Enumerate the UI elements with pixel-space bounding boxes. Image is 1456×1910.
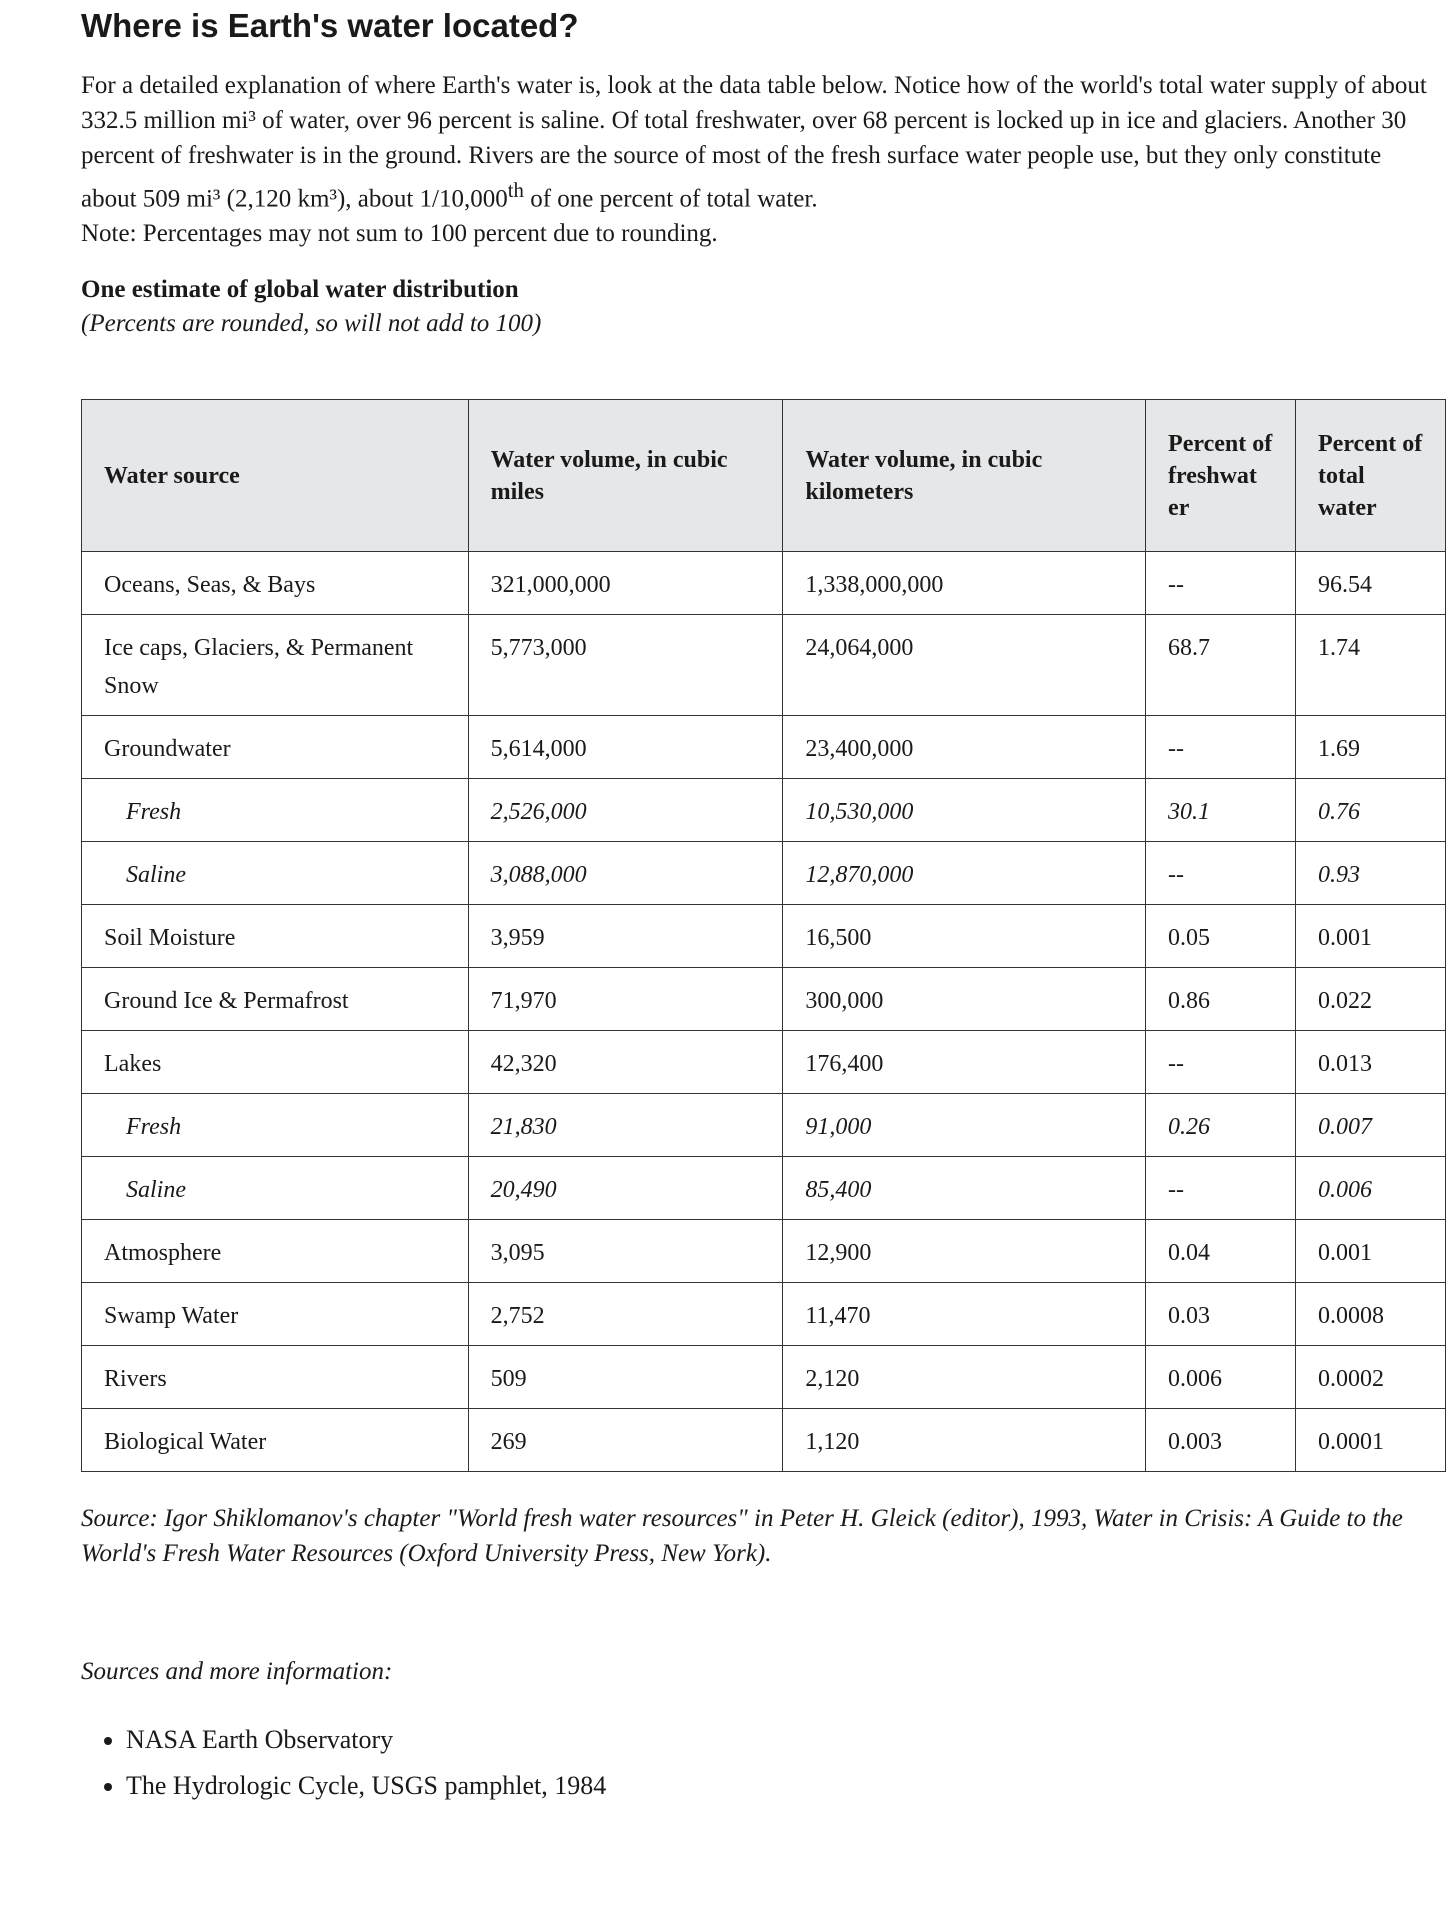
intro-paragraph bbox=[81, 68, 1441, 216]
cell-percent-freshwater: -- bbox=[1146, 1157, 1296, 1220]
cell-volume-miles: 21,830 bbox=[468, 1094, 783, 1157]
cell-volume-miles: 2,752 bbox=[468, 1283, 783, 1346]
header-volume-km: Water volume, in cubic kilometers bbox=[783, 400, 1146, 552]
cell-percent-total: 1.74 bbox=[1296, 615, 1446, 716]
cell-percent-total: 0.93 bbox=[1296, 842, 1446, 905]
cell-water-source: Rivers bbox=[82, 1346, 469, 1409]
cell-volume-km: 300,000 bbox=[783, 968, 1146, 1031]
cell-water-source: Biological Water bbox=[82, 1409, 469, 1472]
cell-volume-km: 2,120 bbox=[783, 1346, 1146, 1409]
cell-water-source: Fresh bbox=[82, 1094, 469, 1157]
table-row bbox=[82, 1220, 1446, 1283]
cell-water-source: Soil Moisture bbox=[82, 905, 469, 968]
cell-volume-miles: 2,526,000 bbox=[468, 779, 783, 842]
page-content bbox=[81, 0, 1441, 1800]
table-row bbox=[82, 779, 1446, 842]
cell-volume-miles: 5,614,000 bbox=[468, 716, 783, 779]
water-distribution-table bbox=[81, 399, 1446, 1472]
cell-volume-km: 12,900 bbox=[783, 1220, 1146, 1283]
link-hydrologic-cycle[interactable]: • The Hydrologic Cycle, USGS pamphlet, 1984 bbox=[126, 1763, 606, 1809]
cell-percent-total: 0.007 bbox=[1296, 1094, 1446, 1157]
cell-volume-miles: 3,088,000 bbox=[468, 842, 783, 905]
table-row bbox=[82, 842, 1446, 905]
cell-percent-freshwater: 0.006 bbox=[1146, 1346, 1296, 1409]
cell-volume-miles: 42,320 bbox=[468, 1031, 783, 1094]
cell-water-source: Groundwater bbox=[82, 716, 469, 779]
cell-volume-miles: 509 bbox=[468, 1346, 783, 1409]
table-row bbox=[82, 968, 1446, 1031]
cell-percent-total: 0.0001 bbox=[1296, 1409, 1446, 1472]
cell-percent-freshwater: 0.05 bbox=[1146, 905, 1296, 968]
cell-percent-total: 96.54 bbox=[1296, 552, 1446, 615]
cell-percent-total: 0.76 bbox=[1296, 779, 1446, 842]
cell-percent-freshwater: 0.26 bbox=[1146, 1094, 1296, 1157]
table-row bbox=[82, 1157, 1446, 1220]
cell-volume-km: 1,120 bbox=[783, 1409, 1146, 1472]
cell-percent-total: 0.001 bbox=[1296, 905, 1446, 968]
cell-volume-km: 12,870,000 bbox=[783, 842, 1146, 905]
cell-percent-freshwater: -- bbox=[1146, 842, 1296, 905]
cell-water-source: Atmosphere bbox=[82, 1220, 469, 1283]
cell-percent-total: 0.0008 bbox=[1296, 1283, 1446, 1346]
intro-text bbox=[81, 68, 1441, 251]
cell-percent-freshwater: -- bbox=[1146, 1031, 1296, 1094]
cell-percent-total: 1.69 bbox=[1296, 716, 1446, 779]
cell-percent-total: 0.0002 bbox=[1296, 1346, 1446, 1409]
cell-percent-freshwater: 0.03 bbox=[1146, 1283, 1296, 1346]
cell-percent-freshwater: 0.003 bbox=[1146, 1409, 1296, 1472]
cell-percent-total: 0.013 bbox=[1296, 1031, 1446, 1094]
page-title: Where is Earth's water located? bbox=[81, 7, 579, 44]
cell-volume-km: 85,400 bbox=[783, 1157, 1146, 1220]
table-row bbox=[82, 1346, 1446, 1409]
cell-volume-km: 1,338,000,000 bbox=[783, 552, 1146, 615]
cell-percent-total: 0.001 bbox=[1296, 1220, 1446, 1283]
source-citation: Source: Igor Shiklomanov's chapter "World fresh water resources" in Peter H. Gleick (editor), 1993, Water in Crisis: A Guide to the World's Fresh Water Resources (Oxford University Press, New York). bbox=[81, 1505, 1403, 1567]
intro-superscript: th bbox=[507, 178, 524, 202]
links-list bbox=[81, 1717, 606, 1809]
table-row bbox=[82, 552, 1446, 615]
cell-percent-freshwater: 68.7 bbox=[1146, 615, 1296, 716]
cell-volume-miles: 269 bbox=[468, 1409, 783, 1472]
table-caption bbox=[81, 273, 1441, 341]
intro-paragraph-end: of one percent of total water. bbox=[523, 185, 818, 213]
cell-volume-miles: 321,000,000 bbox=[468, 552, 783, 615]
table-subtitle: (Percents are rounded, so will not add to 100) bbox=[81, 310, 542, 338]
table-row bbox=[82, 1094, 1446, 1157]
cell-volume-km: 24,064,000 bbox=[783, 615, 1146, 716]
link-nasa-earth-observatory[interactable]: • NASA Earth Observatory bbox=[126, 1717, 606, 1763]
cell-water-source: Ice caps, Glaciers, & Permanent Snow bbox=[82, 615, 469, 716]
cell-water-source: Fresh bbox=[82, 779, 469, 842]
cell-volume-miles: 5,773,000 bbox=[468, 615, 783, 716]
header-percent-freshwater: Percent of freshwat er bbox=[1146, 400, 1296, 552]
table-body bbox=[82, 552, 1446, 1472]
cell-percent-freshwater: 0.04 bbox=[1146, 1220, 1296, 1283]
intro-paragraph-main: For a detailed explanation of where Earth's water is, look at the data table below. Notice how of the world's total water supply of about 332.5 million mi³ of water, over 96 percent is saline. Of total freshwater, over 68 percent is locked up in ice and glaciers. Another 30 percent of freshwater is in the ground. Rivers are the source of most of the fresh surface water people use, but they only constitute about 509 mi³ (2,120 km³), about 1/10,000 bbox=[81, 72, 1427, 213]
cell-percent-total: 0.022 bbox=[1296, 968, 1446, 1031]
table-row bbox=[82, 1031, 1446, 1094]
cell-water-source: Lakes bbox=[82, 1031, 469, 1094]
cell-water-source: Saline bbox=[82, 1157, 469, 1220]
table-row bbox=[82, 905, 1446, 968]
cell-volume-miles: 3,095 bbox=[468, 1220, 783, 1283]
more-info-label: Sources and more information: bbox=[81, 1658, 393, 1685]
table-header-row bbox=[82, 400, 1446, 552]
cell-volume-km: 23,400,000 bbox=[783, 716, 1146, 779]
header-water-source: Water source bbox=[82, 400, 469, 552]
table-row bbox=[82, 1409, 1446, 1472]
cell-volume-km: 10,530,000 bbox=[783, 779, 1146, 842]
cell-percent-freshwater: -- bbox=[1146, 552, 1296, 615]
table-row bbox=[82, 615, 1446, 716]
cell-water-source: Oceans, Seas, & Bays bbox=[82, 552, 469, 615]
cell-volume-km: 91,000 bbox=[783, 1094, 1146, 1157]
table-title: One estimate of global water distribution bbox=[81, 276, 519, 304]
header-percent-total: Percent of total water bbox=[1296, 400, 1446, 552]
cell-volume-km: 176,400 bbox=[783, 1031, 1146, 1094]
cell-volume-km: 11,470 bbox=[783, 1283, 1146, 1346]
table-row bbox=[82, 716, 1446, 779]
cell-water-source: Ground Ice & Permafrost bbox=[82, 968, 469, 1031]
intro-note: Note: Percentages may not sum to 100 percent due to rounding. bbox=[81, 220, 718, 248]
cell-volume-miles: 20,490 bbox=[468, 1157, 783, 1220]
cell-percent-freshwater: 0.86 bbox=[1146, 968, 1296, 1031]
cell-percent-freshwater: 30.1 bbox=[1146, 779, 1296, 842]
cell-percent-total: 0.006 bbox=[1296, 1157, 1446, 1220]
table-row bbox=[82, 1283, 1446, 1346]
cell-percent-freshwater: -- bbox=[1146, 716, 1296, 779]
cell-volume-km: 16,500 bbox=[783, 905, 1146, 968]
cell-water-source: Saline bbox=[82, 842, 469, 905]
cell-volume-miles: 3,959 bbox=[468, 905, 783, 968]
header-volume-miles: Water volume, in cubic miles bbox=[468, 400, 783, 552]
cell-water-source: Swamp Water bbox=[82, 1283, 469, 1346]
cell-volume-miles: 71,970 bbox=[468, 968, 783, 1031]
